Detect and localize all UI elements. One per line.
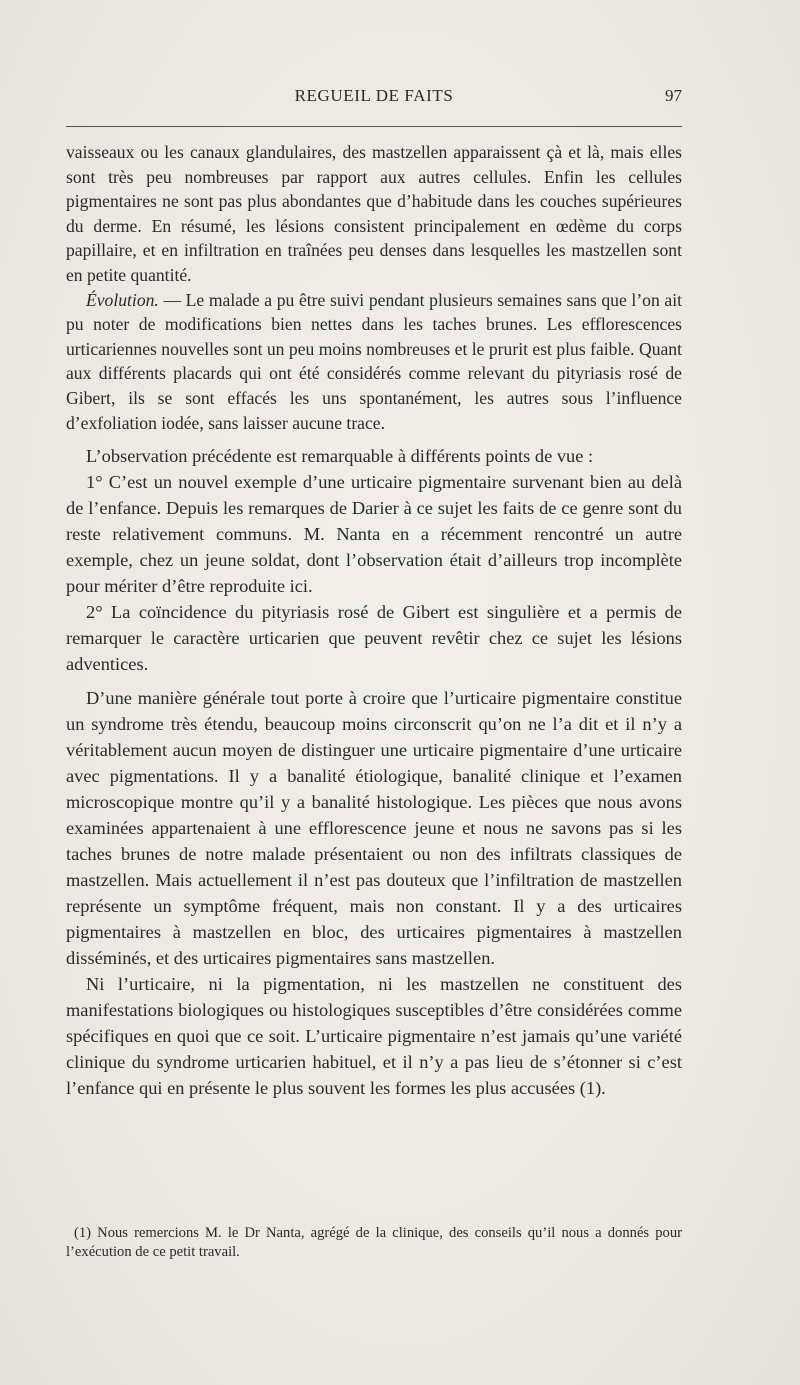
page-number: 97 (665, 86, 682, 105)
page-header (66, 86, 682, 112)
paragraph-remarkable: L’observation précédente est remarquable à différents points de vue : (86, 446, 594, 467)
evolution-label: Évolution. (86, 289, 159, 310)
observation-section (66, 443, 682, 1101)
paragraph-point-2: 2° La coïncidence du pityriasis rosé de Gibert est singulière et a permis de remarquer le caractère urticarien que peuvent revêtir chez ce sujet les lésions adventices. (66, 602, 682, 675)
header-rule (66, 126, 682, 127)
paragraph-conclusion: Ni l’urticaire, ni la pigmentation, ni les mastzellen ne constituent des manifestations biologiques ou histologiques susceptibles d’être considérées comme spécifiques en quoi que ce soit. L’urticaire pigmentaire n’est jamais qu’une variété clinique du syndrome urticarien habituel, et il n’y a pas lieu de s’étonner si c’est l’enfance qui en présente le plus souvent les formes les plus accusées (1). (66, 974, 682, 1099)
footnote (66, 1224, 682, 1262)
paragraph-point-1: 1° C’est un nouvel exemple d’une urticaire pigmentaire survenant bien au delà de l’enfance. Depuis les remarques de Darier à ce sujet les faits de ce genre sont du reste relativement communs. M. Nanta en a récemment rencontré un autre exemple, chez un jeune soldat, dont l’observation était d’ailleurs trop incomplète pour mériter d’être reproduite ici. (66, 472, 682, 597)
footnote-text: (1) Nous remercions M. le Dr Nanta, agrégé de la clinique, des conseils qu’il nous a donnés pour l’exécution de ce petit travail. (66, 1225, 682, 1260)
evolution-text: — Le malade a pu être suivi pendant plusieurs semaines sans que l’on ait pu noter de modifications bien nettes dans les taches brunes. Les efflorescences urticariennes nouvelles sont un peu moins nombreuses et le prurit est plus faible. Quant aux différents placards qui ont été considérés comme relevant du pityriasis rosé de Gibert, ils se sont effacés les uns spontanément, les autres sous l’influence d’exfoliation iodée, sans laisser aucune trace. (66, 289, 682, 433)
paragraph-evolution (66, 288, 682, 436)
paragraph-histology: vaisseaux ou les canaux glandulaires, des mastzellen apparaissent çà et là, mais elles sont très peu nombreuses par rapport aux autres cellules. Enfin les cellules pigmentaires ne sont pas plus abondantes que d’habitude dans les couches supérieures du derme. En résumé, les lésions consistent principalement en œdème du corps papillaire, et en infiltration en traînées peu denses dans lesquelles les mastzellen sont en petite quantité. (66, 142, 682, 285)
body-text (66, 140, 682, 1101)
running-title: REGUEIL DE FAITS (294, 86, 454, 105)
paragraph-general: D’une manière générale tout porte à croire que l’urticaire pigmentaire constitue un syndrome très étendu, beaucoup moins circonscrit qu’on ne l’a dit et il n’y a véritablement aucun moyen de distinguer une urticaire pigmentaire d’une urticaire avec pigmentations. Il y a banalité étiologique, banalité clinique et l’examen microscopique montre qu’il y a banalité histologique. Les pièces que nous avons examinées appartenaient à une efflorescence jeune et nous ne savons pas si les taches brunes de notre malade présentaient ou non des infiltrats classiques de mastzellen. Mais actuellement il n’est pas douteux que l’infiltration de mastzellen représente un symptôme fréquent, mais non constant. Il y a des urticaires pigmentaires à mastzellen en bloc, des urticaires pigmentaires à mastzellen disséminés, et des urticaires pigmentaires sans mastzellen. (66, 688, 682, 969)
